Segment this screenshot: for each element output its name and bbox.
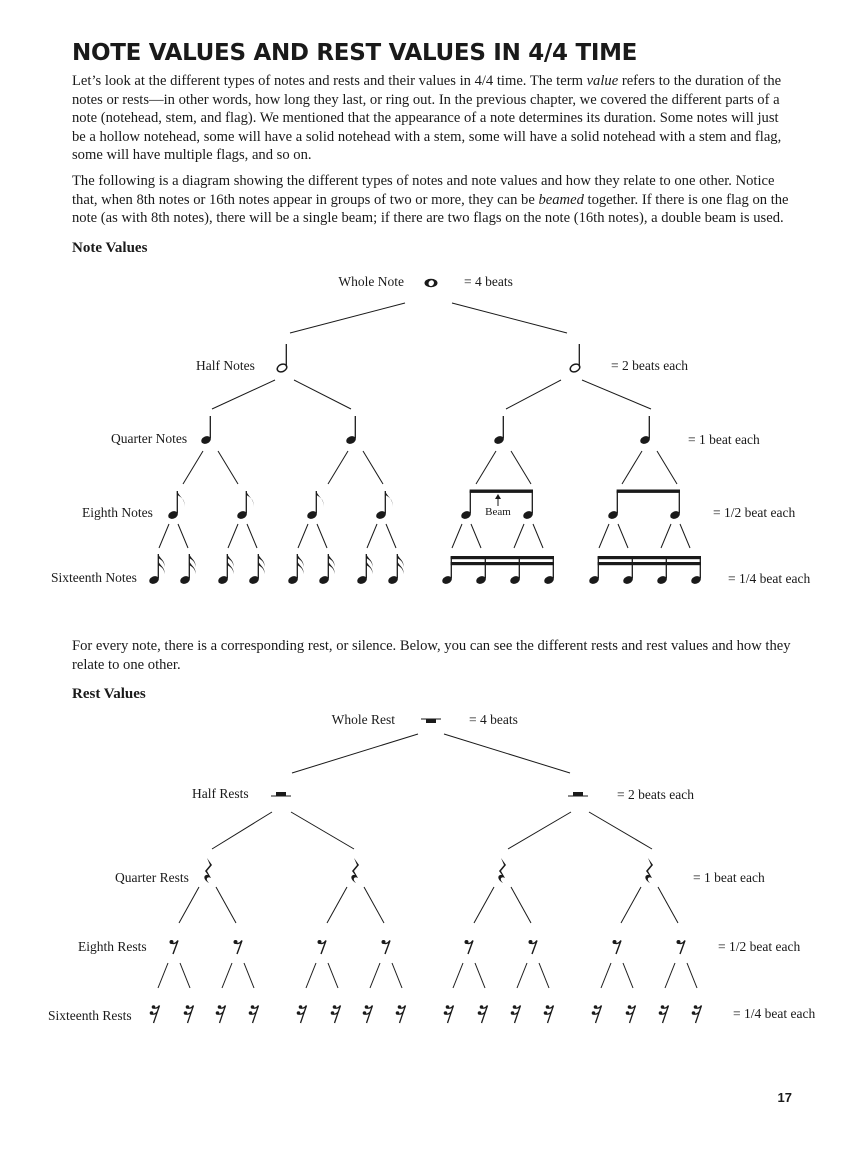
sixteenth-note-icon: [287, 554, 303, 585]
half-rest-icon: [568, 792, 588, 796]
sixteenth-rest-icon: [659, 1005, 669, 1023]
page-heading: NOTE VALUES AND REST VALUES IN 4/4 TIME: [72, 40, 638, 66]
quarter-note-icon: [345, 416, 357, 445]
quarter-rests-value: = 1 beat each: [693, 870, 765, 885]
sixteenth-note-icon: [248, 554, 264, 585]
eighth-rest-icon: [613, 940, 622, 954]
sixteenth-rest-icon: [297, 1005, 307, 1023]
eighth-rest-icon: [465, 940, 474, 954]
half-notes-label: Half Notes: [196, 358, 255, 373]
sixteenth-note-icon: [387, 554, 403, 585]
whole-note-value: = 4 beats: [464, 274, 513, 289]
rest-values-title: Rest Values: [72, 686, 146, 702]
rests-paragraph: For every note, there is a corresponding rest, or silence. Below, you can see the different rests and rest values and how they relate to one other.: [72, 638, 791, 673]
whole-rest-value: = 4 beats: [469, 712, 518, 727]
eighth-rest-icon: [677, 940, 686, 954]
eighth-rest-icon: [318, 940, 327, 954]
sixteenth-rest-icon: [249, 1005, 259, 1023]
beam-callout: [485, 494, 511, 518]
quarter-rest-icon: [351, 858, 359, 883]
quarter-notes-value: = 1 beat each: [688, 432, 760, 447]
sixteenth-rest-icon: [478, 1005, 488, 1023]
note-tree-branches: [159, 303, 690, 548]
sixteenth-rest-icon: [184, 1005, 194, 1023]
eighth-rest-icon: [382, 940, 391, 954]
sixteenth-rests-value: = 1/4 beat each: [733, 1006, 816, 1021]
quarter-rest-icon: [498, 858, 506, 883]
intro-paragraph: Let’s look at the different types of notes and rests and their values in 4/4 time. The term value refers to the duration of the notes or rests—in other words, how long they last, or ring out. In the previous chapter, we covered the different parts of a note (notehead, stem, and flag). We mentioned that the appearance of a note determines its duration. Some notes will just be a hollow notehead, some will have a solid notehead with a stem, some will have a solid notehead with a stem and flag, some will have multiple flags, and so on.: [72, 73, 782, 163]
sixteenth-rest-icon: [592, 1005, 602, 1023]
half-rests-value: = 2 beats each: [617, 787, 694, 802]
eighth-note-icon: [167, 491, 185, 520]
eighth-note-icon: [236, 491, 254, 520]
quarter-rests-label: Quarter Rests: [115, 870, 189, 885]
sixteenth-rest-icon: [626, 1005, 636, 1023]
half-note-icon: [276, 344, 288, 373]
eighth-rest-icon: [170, 940, 179, 954]
sixteenth-rest-icon: [444, 1005, 454, 1023]
whole-note-label: Whole Note: [338, 274, 404, 289]
rest-diagram: [48, 712, 815, 1023]
half-note-icon: [569, 344, 581, 373]
half-rests-label: Half Rests: [192, 786, 249, 801]
whole-rest-icon: [421, 719, 441, 723]
beam-label: Beam: [485, 506, 511, 518]
eighth-rest-icon: [234, 940, 243, 954]
sixteenth-rest-icon: [692, 1005, 702, 1023]
sixteenth-note-icon: [318, 554, 334, 585]
sixteenth-rest-icon: [544, 1005, 554, 1023]
beaming-paragraph: The following is a diagram showing the different types of notes and note values and how they relate to one other. Notice that, when 8th notes or 16th notes appear in groups of two or more, they can be beamed together. If there is one flag on the note (as with 8th notes), there will be a single beam; if there are two flags on the note (16th notes), a double beam is used.: [72, 173, 789, 226]
eighth-rest-icon: [529, 940, 538, 954]
sixteenth-note-icon: [179, 554, 195, 585]
half-rest-icon: [271, 792, 291, 796]
eighth-notes-label: Eighth Notes: [82, 505, 153, 520]
eighth-note-icon: [306, 491, 324, 520]
eighth-rests-value: = 1/2 beat each: [718, 939, 801, 954]
whole-rest-label: Whole Rest: [331, 712, 395, 727]
quarter-note-icon: [639, 416, 651, 445]
half-notes-value: = 2 beats each: [611, 358, 688, 373]
sixteenth-rests-label: Sixteenth Rests: [48, 1008, 132, 1023]
sixteenth-notes-value: = 1/4 beat each: [728, 571, 811, 586]
quarter-note-icon: [200, 416, 212, 445]
sixteenth-rest-icon: [150, 1005, 160, 1023]
eighth-note-icon: [375, 491, 393, 520]
eighth-rests-label: Eighth Rests: [78, 939, 147, 954]
sixteenth-note-icon: [148, 554, 164, 585]
beamed-sixteenth-notes-icon: [441, 556, 702, 585]
eighth-notes-value: = 1/2 beat each: [713, 505, 796, 520]
quarter-notes-label: Quarter Notes: [111, 431, 188, 446]
sixteenth-rest-icon: [511, 1005, 521, 1023]
quarter-rest-icon: [645, 858, 653, 883]
sixteenth-rest-icon: [396, 1005, 406, 1023]
quarter-note-icon: [493, 416, 505, 445]
note-values-title: Note Values: [72, 240, 148, 256]
sixteenth-rest-icon: [216, 1005, 226, 1023]
sixteenth-notes-label: Sixteenth Notes: [51, 570, 137, 585]
sixteenth-rest-icon: [363, 1005, 373, 1023]
note-diagram: [51, 274, 810, 586]
sixteenth-note-icon: [217, 554, 233, 585]
sixteenth-rest-icon: [331, 1005, 341, 1023]
quarter-rest-icon: [204, 858, 212, 883]
page-number: 17: [777, 1090, 792, 1105]
whole-note-icon: [425, 279, 438, 287]
sixteenth-note-icon: [356, 554, 372, 585]
